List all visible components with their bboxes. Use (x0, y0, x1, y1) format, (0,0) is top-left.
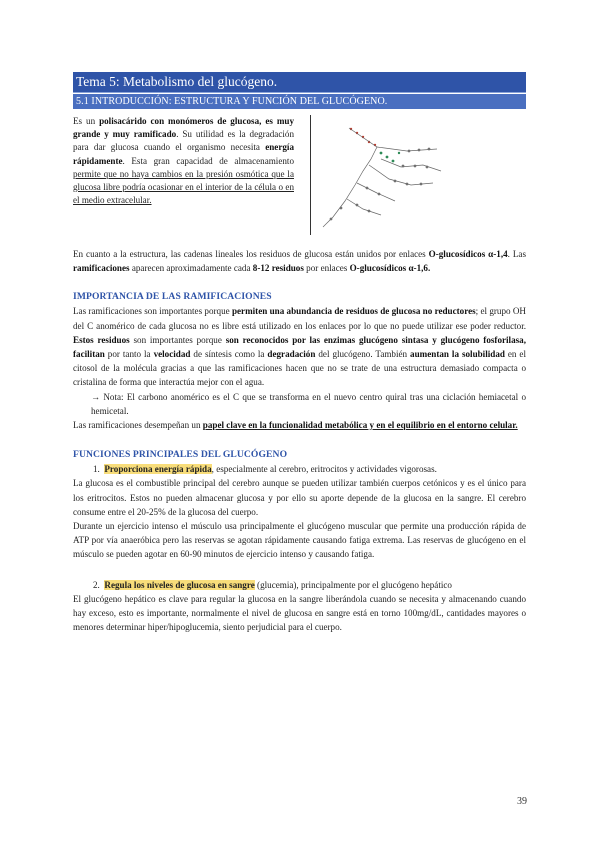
glycogen-structure-image (310, 115, 447, 235)
intro-section (73, 115, 526, 235)
anomeric-note: → Nota: El carbono anomérico es el C que se transforma en el nuevo centro quiral tras una ciclación hemiacetal o hemicetal. (91, 391, 526, 416)
structure-paragraph: En cuanto a la estructura, las cadenas lineales los residuos de glucosa están unidos por enlaces O-glucosídicos α-1,4. Las ramificaciones aparecen aproximadamente cada 8-12 residuos por enlaces O-glucosídicos α-1,6. (73, 249, 526, 274)
funciones-heading: FUNCIONES PRINCIPALES DEL GLUCÓGENO (73, 449, 288, 461)
hepatic-glycogen-paragraph: El glucógeno hepático es clave para regular la glucosa en la sangre liberándola cuando se necesita y almacenando cuando hay exceso, esto es importante, normalmente el nivel de glucosa en sangre está en torno 100mg/dL, cantidades mayores o menores determinar hiper/hipoglucemia, siento perjudicial para el cuerpo. (73, 593, 526, 633)
intro-paragraph: Es un polisacárido con monómeros de glucosa, es muy grande y muy ramificado. Su utilidad es la degradación para dar glucosa cuando el organismo necesita energía rápidamente. Esta gran capacidad de almacenamiento permite que no haya cambios en la presión osmótica que la glucosa libre podría ocasionar en el interior de la célula o en el medio extracelular. (73, 116, 295, 206)
function-item-2: 2. Regula los niveles de glucosa en sangre (glucemia), principalmente por el glucógeno hepático (93, 579, 452, 590)
page-content (73, 72, 526, 634)
ramificaciones-paragraph: Las ramificaciones son importantes porque permiten una abundancia de residuos de glucosa no reductores; el grupo OH del C anomérico de cada glucosa no es libre está utilizado en los enlaces por lo que no puede utilizar ese poder reductor. Estos residuos son importantes porque son reconocidos por las enzimas glucógeno sintasa y glucógeno fosforilasa, facilitan por tanto la velocidad de síntesis como la degradación del glucógeno. También aumentan la solubilidad en el citosol de la molécula gracias a que las ramificaciones hacen que no se trate de una estructura demasiado compacta o cristalina de forma que interactúa mejor con el agua. (73, 306, 526, 388)
function-item-1: 1. Proporciona energía rápida, especialmente al cerebro, eritrocitos y actividades vigorosas. (93, 464, 437, 475)
glycogen-branch-diagram (311, 115, 447, 235)
page-title: Tema 5: Metabolismo del glucógeno. (73, 72, 526, 93)
exercise-paragraph: Durante un ejercicio intenso el músculo usa principalmente el glucógeno muscular que permite una producción rápida de ATP por vía anaeróbica pero las reservas se agotan rápidamente causando fatiga extrema. Las reservas de glucógeno en el músculo se pueden agotar en 60-90 minutos de ejercicio intenso y causando fatiga. (73, 521, 526, 560)
ramificaciones-role-paragraph: Las ramificaciones desempeñan un papel clave en la funcionalidad metabólica y en el equilibrio en el entorno celular. (73, 420, 518, 431)
section-subtitle: 5.1 INTRODUCCIÓN: ESTRUCTURA Y FUNCIÓN DEL GLUCÓGENO. (73, 94, 526, 109)
page-number: 39 (517, 796, 527, 807)
ramificaciones-heading: IMPORTANCIA DE LAS RAMIFICACIONES (73, 291, 272, 303)
brain-glucose-paragraph: La glucosa es el combustible principal del cerebro aunque se pueden utilizar también cuerpos cetónicos y es el único para los eritrocitos. Estos no pueden almacenar glucosa y por ello su aporte depende de la glucosa en la sangre. El cerebro consume entre el 20-25% de la glucosa del cuerpo. (73, 478, 526, 517)
